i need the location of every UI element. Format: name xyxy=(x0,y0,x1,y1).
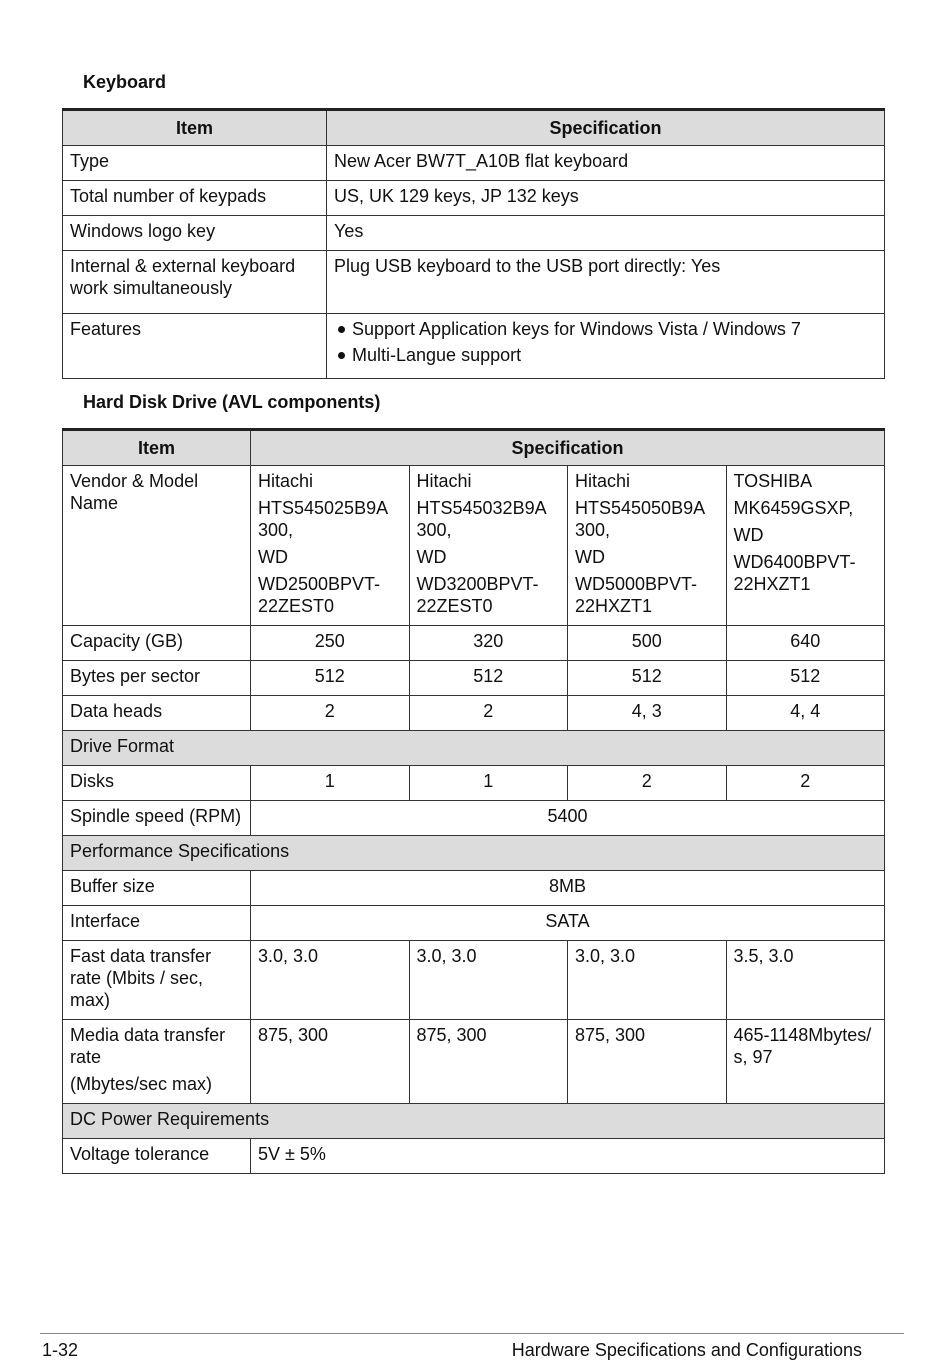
hdd-section-title: Hard Disk Drive (AVL components) xyxy=(83,392,381,412)
vendor-name: WD xyxy=(416,547,447,567)
media-rate-value: 465-1148Mbytes/s, 97 xyxy=(726,1020,885,1104)
capacity-value: 320 xyxy=(409,626,568,661)
table-row xyxy=(63,146,885,181)
bullet-icon xyxy=(338,352,345,359)
features-list xyxy=(334,318,877,366)
fast-rate-value: 3.5, 3.0 xyxy=(726,941,885,1020)
media-rate-value: 875, 300 xyxy=(251,1020,410,1104)
vendor-name: WD xyxy=(733,525,764,545)
table-row xyxy=(63,801,885,836)
row-label: Spindle speed (RPM) xyxy=(63,801,251,836)
bytes-value: 512 xyxy=(251,661,410,696)
row-value: Yes xyxy=(327,216,885,251)
vendor-cell xyxy=(726,466,885,626)
table-header-row xyxy=(63,110,885,146)
list-item xyxy=(334,344,877,366)
row-value: New Acer BW7T_A10B flat keyboard xyxy=(327,146,885,181)
table-row xyxy=(63,766,885,801)
model-name: WD6400BPVT-22HXZT1 xyxy=(733,552,856,594)
buffer-value: 8MB xyxy=(251,871,885,906)
table-row xyxy=(63,906,885,941)
table-row xyxy=(63,251,885,314)
capacity-value: 500 xyxy=(568,626,727,661)
page-number: 1-32 xyxy=(42,1340,79,1360)
hdd-spec-table xyxy=(62,428,885,1174)
fast-rate-value: 3.0, 3.0 xyxy=(568,941,727,1020)
table-header-row xyxy=(63,430,885,466)
table-row xyxy=(63,314,885,379)
row-label: Bytes per sector xyxy=(63,661,251,696)
row-label: Media data transfer rate xyxy=(70,1025,226,1067)
disks-value: 1 xyxy=(409,766,568,801)
disks-value: 2 xyxy=(568,766,727,801)
row-label: Buffer size xyxy=(63,871,251,906)
heads-value: 2 xyxy=(251,696,410,731)
row-value: Plug USB keyboard to the USB port directly: Yes xyxy=(327,251,885,314)
fast-rate-value: 3.0, 3.0 xyxy=(409,941,568,1020)
vendor-cell xyxy=(251,466,410,626)
model-name: WD5000BPVT-22HXZT1 xyxy=(575,574,698,616)
row-label: Vendor & Model Name xyxy=(63,466,251,626)
column-header-item: Item xyxy=(63,110,327,146)
list-item xyxy=(334,318,877,340)
chapter-title: Hardware Specifications and Configurations xyxy=(511,1340,862,1360)
vendor-cell xyxy=(568,466,727,626)
row-label-media-rate xyxy=(63,1020,251,1104)
vendor-cell xyxy=(409,466,568,626)
row-value-features xyxy=(327,314,885,379)
vendor-name: Hitachi xyxy=(416,471,472,491)
table-row xyxy=(63,466,885,626)
column-header-specification: Specification xyxy=(327,110,885,146)
model-name: HTS545025B9A 300, xyxy=(258,498,388,540)
voltage-value: 5V ± 5% xyxy=(251,1139,885,1174)
feature-text: Support Application keys for Windows Vista / Windows 7 xyxy=(352,319,801,339)
table-row xyxy=(63,871,885,906)
table-row xyxy=(63,181,885,216)
heads-value: 4, 4 xyxy=(726,696,885,731)
row-label: Internal & external keyboard work simultaneously xyxy=(63,251,327,314)
media-rate-value: 875, 300 xyxy=(409,1020,568,1104)
column-header-item: Item xyxy=(63,430,251,466)
group-header-row xyxy=(63,731,885,766)
group-header-drive-format: Drive Format xyxy=(63,731,885,766)
bytes-value: 512 xyxy=(409,661,568,696)
row-label: Type xyxy=(63,146,327,181)
row-label: Features xyxy=(63,314,327,379)
row-label: Disks xyxy=(63,766,251,801)
row-label: Interface xyxy=(63,906,251,941)
bullet-icon xyxy=(338,326,345,333)
vendor-name: WD xyxy=(575,547,605,567)
column-header-specification: Specification xyxy=(251,430,885,466)
heads-value: 4, 3 xyxy=(568,696,727,731)
table-row xyxy=(63,1139,885,1174)
disks-value: 1 xyxy=(251,766,410,801)
table-row xyxy=(63,626,885,661)
model-name: WD2500BPVT-22ZEST0 xyxy=(258,574,381,616)
feature-text: Multi-Langue support xyxy=(352,345,522,365)
vendor-name: Hitachi xyxy=(575,471,631,491)
row-value: US, UK 129 keys, JP 132 keys xyxy=(327,181,885,216)
media-rate-value: 875, 300 xyxy=(568,1020,727,1104)
table-row xyxy=(63,941,885,1020)
group-header-performance: Performance Specifications xyxy=(63,836,885,871)
table-row xyxy=(63,696,885,731)
interface-value: SATA xyxy=(251,906,885,941)
row-label: Capacity (GB) xyxy=(63,626,251,661)
table-row xyxy=(63,661,885,696)
group-header-dc-power: DC Power Requirements xyxy=(63,1104,885,1139)
vendor-name: TOSHIBA xyxy=(733,471,813,491)
vendor-name: Hitachi xyxy=(258,471,314,491)
row-label: Data heads xyxy=(63,696,251,731)
row-label: Total number of keypads xyxy=(63,181,327,216)
model-name: HTS545032B9A 300, xyxy=(416,498,546,540)
row-label: Fast data transfer rate (Mbits / sec, max) xyxy=(63,941,251,1020)
vendor-name: WD xyxy=(258,547,288,567)
fast-rate-value: 3.0, 3.0 xyxy=(251,941,410,1020)
disks-value: 2 xyxy=(726,766,885,801)
bytes-value: 512 xyxy=(568,661,727,696)
spindle-value: 5400 xyxy=(251,801,885,836)
group-header-row xyxy=(63,1104,885,1139)
keyboard-section-title: Keyboard xyxy=(83,72,167,92)
row-label-sub: (Mbytes/sec max) xyxy=(70,1074,213,1094)
group-header-row xyxy=(63,836,885,871)
heads-value: 2 xyxy=(409,696,568,731)
model-name: HTS545050B9A 300, xyxy=(575,498,705,540)
model-name: WD3200BPVT-22ZEST0 xyxy=(416,574,539,616)
bytes-value: 512 xyxy=(726,661,885,696)
table-row xyxy=(63,216,885,251)
capacity-value: 250 xyxy=(251,626,410,661)
keyboard-spec-table xyxy=(62,108,885,379)
footer-divider xyxy=(40,1333,904,1334)
row-label: Voltage tolerance xyxy=(63,1139,251,1174)
row-label: Windows logo key xyxy=(63,216,327,251)
capacity-value: 640 xyxy=(726,626,885,661)
model-name: MK6459GSXP, xyxy=(733,498,854,518)
table-row xyxy=(63,1020,885,1104)
